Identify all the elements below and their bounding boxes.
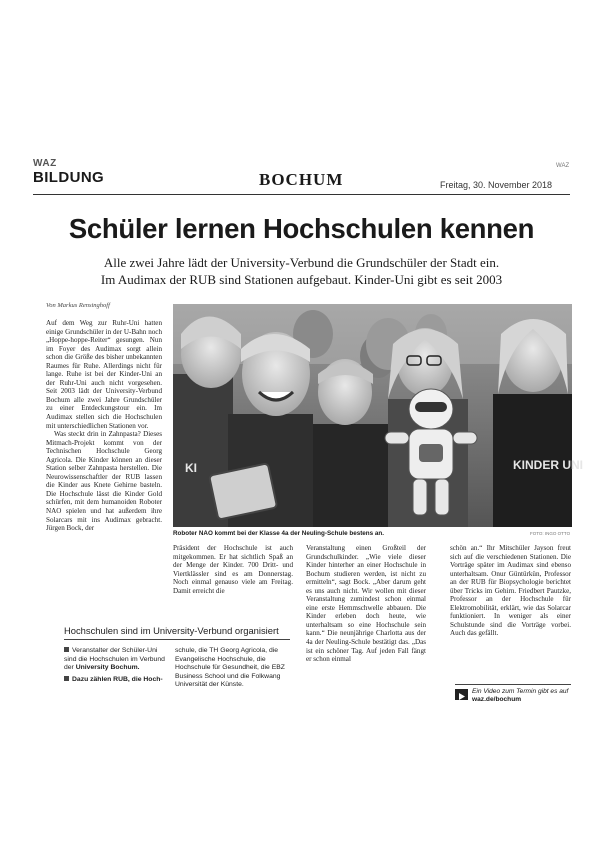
paragraph: Auf dem Weg zur Ruhr-Uni hatten einige Grundschüler in der U-Bahn noch „Hoppe-hoppe-Reiter“ gesungen. Nun im Foyer des Audimax sorgt allein schon die Größe des bisher unbekannten Raumes für Ruhe. Allerdings nicht für lange. Ruhe ist bei der Kinder-Uni an der Ruhr-Uni auch nicht vorgesehen. Seit 2003 lädt der University-Verbund Bochum alle zwei Jahre Grundschüler zu einer Entdeckungstour ein. Im Audimax stellen sich die Hochschulen mit unterschiedlichen Stationen vor.	[46, 319, 162, 430]
subheadline-line-1: Alle zwei Jahre lädt der University-Verbund die Grundschüler der Stadt ein.	[103, 255, 500, 270]
infobox-column-2: schule, die TH Georg Agricola, die Evangelische Hochschule, die Hochschule für Gesundheit, die EBZ Business School und die Folkwang Universität der Künste.	[175, 647, 285, 689]
infobox-bullet: Veranstalter der Schüler-Uni sind die Hochschulen im Verbund der University Bochum.	[64, 647, 165, 672]
paper-name: WAZ	[33, 158, 57, 169]
shirt-text-right: KINDER UNI	[513, 458, 584, 472]
video-link[interactable]: waz.de/bochum	[472, 696, 522, 704]
video-hint: Ein Video zum Termin gibt es auf waz.de/bochum	[472, 688, 569, 704]
page-code: WAZ	[556, 163, 570, 169]
video-divider	[455, 684, 571, 685]
article-column-4: schön an.“ Ihr Mitschüler Jayson freut sich auf die verschiedenen Stationen. Die Vorträge später im Audimax sind ebenso unterhaltsam. Onur Güntürkün, Professor an der RUB für Biopsychologie berichtet über Tricks im Gehirn. Friedbert Pautzke, Professor an der Hochschule für Elektromobilität, erklärt, wie das Solarcar funktioniert. In weniger als einer Schulstunde sind die Vorträge vorbei. Auch das gefällt.	[450, 544, 571, 638]
article-column-2: Präsident der Hochschule ist auch mitgekommen. Er hat sichtlich Spaß an der Menge der Kinder. 700 Dritt- und Viertklässler sind es am Donnerstag. Noch einmal genauso viele am Freitag. Damit erreicht die	[173, 544, 293, 595]
bullet-square-icon	[64, 676, 69, 681]
bullet-square-icon	[64, 647, 69, 652]
author-byline: Von Markus Rensinghoff	[46, 302, 110, 309]
photo-credit: FOTO: INGO OTTO	[530, 531, 571, 536]
infobox-title: Hochschulen sind im University-Verbund organisiert	[64, 625, 279, 636]
subheadline	[33, 254, 570, 288]
photo-caption: Roboter NAO kommt bei der Klasse 4a der Neuling-Schule bestens an.	[173, 530, 384, 537]
masthead-divider	[33, 194, 570, 195]
headline: Schüler lernen Hochschulen kennen	[68, 213, 535, 244]
shirt-text-left: KI	[185, 461, 197, 475]
section-title: BILDUNG	[33, 169, 105, 186]
article-column-1	[46, 319, 162, 533]
photo-illustration	[173, 304, 584, 527]
infobox-bullet: Dazu zählen RUB, die Hoch-	[64, 676, 166, 685]
article-column-3: Veranstaltung einen Großteil der Grundschulkinder. „Wie viele dieser Kinder hinterher an einer Hochschule in Bochum studieren werden, ist nicht zu ermitteln“, sagt Bock. „Aber darum geht es uns auch nicht. Wir wollen mit dieser Veranstaltung zumindest schon einmal eine erste Hemmschwelle abbauen. Die Kinder erleben doch heute, wie unterhaltsam so eine Hochschule sein kann.“ Die neunjährige Charlotta aus der 4a der Neuling-Schule bestätigt das. „Das ist ein schöner Tag. Auf jeden Fall fängt er schon einmal	[306, 544, 426, 664]
subheadline-line-2: Im Audimax der RUB sind Stationen aufgebaut. Kinder-Uni gibt es seit 2003	[100, 272, 503, 287]
play-icon[interactable]	[455, 689, 468, 700]
paragraph: Was steckt drin in Zahnpasta? Dieses Mitmach-Projekt kommt von der Technischen Hochschule Georg Agricola. Die Kinder können an dieser Station selber Zahnpasta herstellen. Die Neurowissenschaftler der RUB lassen die Kinder aus Knete Gehirne basteln. Die Hochschule lässt die Kinder Gold schürfen, mit dem humanoiden Roboter NAO spielen und hat außerdem ihre Solarcars mit ins Audimax gebracht. Jürgen Bock, der	[46, 430, 162, 533]
issue-date: Freitag, 30. November 2018	[440, 180, 553, 190]
article-photo	[173, 304, 584, 527]
infobox-column-1	[64, 647, 166, 684]
infobox	[64, 627, 292, 701]
city-title: BOCHUM	[259, 170, 344, 189]
